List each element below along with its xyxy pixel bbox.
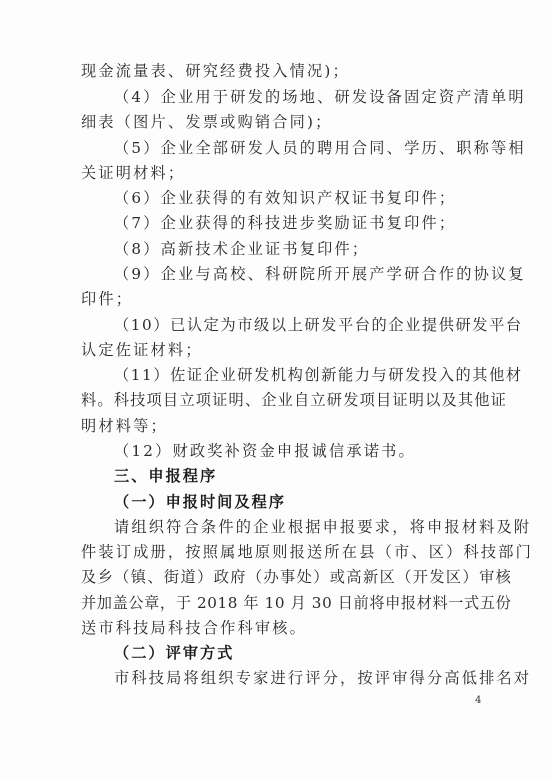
text-line: 料。科技项目立项证明、企业自立研发项目证明以及其他证 bbox=[81, 391, 508, 410]
subsection-heading: （二）评审方式 bbox=[114, 644, 235, 663]
text-line: 件装订成册，按照属地原则报送所在县（市、区）科技部门 bbox=[81, 543, 534, 562]
section-heading: 三、申报程序 bbox=[114, 467, 218, 486]
text-line: （7）企业获得的科技进步奖励证书复印件； bbox=[114, 214, 457, 233]
text-line: （4）企业用于研发的场地、研发设备固定资产清单明 bbox=[114, 87, 526, 106]
text-line: 明材料等； bbox=[81, 416, 168, 435]
page-number: 4 bbox=[475, 695, 482, 706]
text-line: 并加盖公章，于 2018 年 10 月 30 日前将申报材料一式五份 bbox=[81, 593, 512, 612]
text-line: 请组织符合条件的企业根据申报要求，将申报材料及附 bbox=[114, 517, 532, 536]
text-line: 送市科技局科技合作科审核。 bbox=[81, 618, 308, 637]
text-line: 市科技局将组织专家进行评分，按评审得分高低排名对 bbox=[114, 669, 532, 687]
text-line: （8）高新技术企业证书复印件； bbox=[114, 239, 370, 258]
text-line: （12）财政奖补资金申报诚信承诺书。 bbox=[114, 442, 416, 461]
text-line: （10）已认定为市级以上研发平台的企业提供研发平台 bbox=[114, 315, 523, 334]
text-line: 现金流量表、研究经费投入情况)； bbox=[81, 62, 350, 80]
subsection-heading: （一）申报时间及程序 bbox=[114, 492, 286, 511]
text-line: 关证明材料； bbox=[81, 163, 186, 182]
text-line: 及乡（镇、街道）政府（办事处）或高新区（开发区）审核 bbox=[81, 568, 513, 587]
text-line: 细表（图片、发票或购销合同)； bbox=[81, 113, 333, 132]
text-line: （11）佐证企业研发机构创新能力与研发投入的其他材 bbox=[114, 366, 523, 385]
text-line: 印件； bbox=[81, 290, 134, 309]
text-line: 认定佐证材料； bbox=[81, 340, 203, 359]
text-line: （5）企业全部研发人员的聘用合同、学历、职称等相 bbox=[114, 138, 526, 157]
text-line: （6）企业获得的有效知识产权证书复印件； bbox=[114, 189, 457, 208]
text-line: （9）企业与高校、科研院所开展产学研合作的协议复 bbox=[114, 264, 526, 283]
